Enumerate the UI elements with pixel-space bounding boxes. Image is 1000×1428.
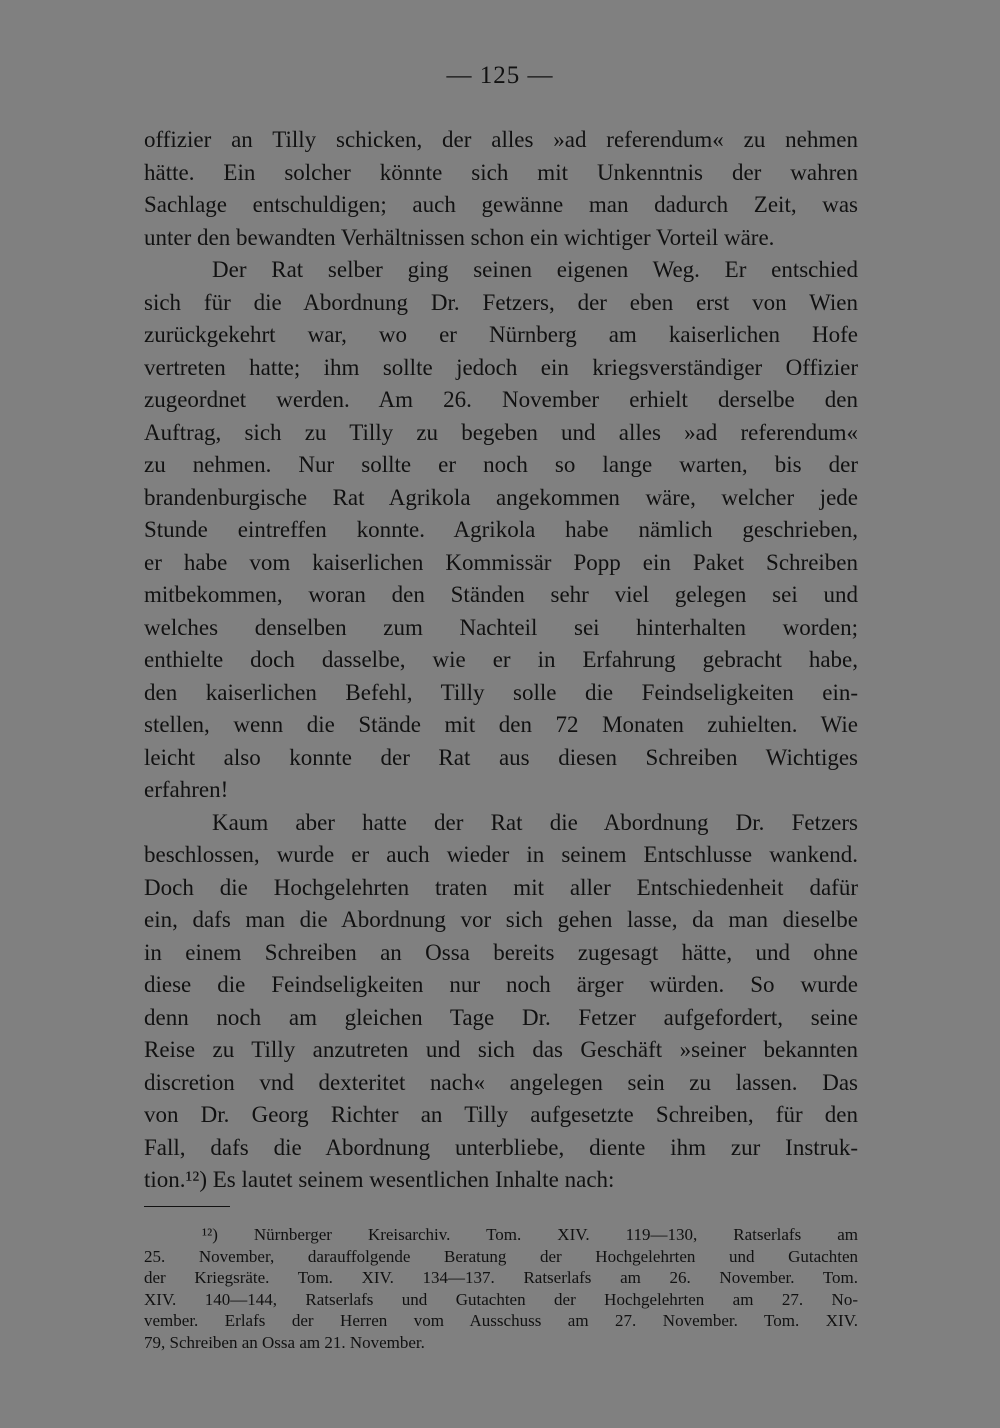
text-line: er habe vom kaiserlichen Kommissär Popp ein Paket Schreiben <box>144 549 858 575</box>
page-number: — 125 — <box>446 62 554 89</box>
text-line: sich für die Abordnung Dr. Fetzers, der eben erst von Wien <box>144 289 858 315</box>
text-line: den kaiserlichen Befehl, Tilly solle die Feindseligkeiten ein- <box>144 679 858 705</box>
text-line: erfahren! <box>144 777 229 802</box>
text-line: Auftrag, sich zu Tilly zu begeben und alles »ad referendum« <box>144 419 858 445</box>
body-text <box>144 124 858 1197</box>
text-line: Kaum aber hatte der Rat die Abordnung Dr. Fetzers <box>212 809 858 835</box>
text-line: diese die Feindseligkeiten nur noch ärger würden. So wurde <box>144 972 858 997</box>
text-line: Doch die Hochgelehrten traten mit aller Entschiedenheit dafür <box>144 874 858 900</box>
text-line: leicht also konnte der Rat aus diesen Schreiben Wichtiges <box>144 744 858 770</box>
text-line: mitbekommen, woran den Ständen sehr viel gelegen sei und <box>144 582 858 607</box>
text-line: vertreten hatte; ihm sollte jedoch ein kriegsverständiger Offizier <box>144 354 858 380</box>
text-line: von Dr. Georg Richter an Tilly aufgesetzte Schreiben, für den <box>144 1102 858 1127</box>
text-line: enthielte doch dasselbe, wie er in Erfahrung gebracht habe, <box>144 647 858 672</box>
footnote-line: 79, Schreiben an Ossa am 21. November. <box>144 1332 425 1352</box>
text-line: Stunde eintreffen konnte. Agrikola habe nämlich geschrieben, <box>144 517 858 542</box>
text-line: Der Rat selber ging seinen eigenen Weg. Er entschied <box>212 257 858 282</box>
text-line: zurückgekehrt war, wo er Nürnberg am kaiserlichen Hofe <box>144 322 858 347</box>
text-line: brandenburgische Rat Agrikola angekommen wäre, welcher jede <box>144 484 858 510</box>
text-line: Fall, dafs die Abordnung unterbliebe, diente ihm zur Instruk- <box>144 1134 858 1160</box>
text-line: zu nehmen. Nur sollte er noch so lange warten, bis der <box>144 452 858 477</box>
text-line: discretion vnd dexteritet nach« angelegen sein zu lassen. Das <box>144 1069 858 1095</box>
text-line: Sachlage entschuldigen; auch gewänne man dadurch Zeit, was <box>144 192 858 217</box>
footnote-line: ¹²) Nürnberger Kreisarchiv. Tom. XIV. 119—130, Ratserlafs am <box>202 1225 858 1244</box>
text-line: zugeordnet werden. Am 26. November erhielt derselbe den <box>144 387 858 412</box>
footnote-separator <box>144 1206 230 1207</box>
text-line: unter den bewandten Verhältnissen schon ein wichtiger Vorteil wäre. <box>144 224 775 250</box>
text-line: Reise zu Tilly anzutreten und sich das Geschäft »seiner bekannten <box>144 1037 858 1062</box>
text-line: ein, dafs man die Abordnung vor sich gehen lasse, da man dieselbe <box>144 907 858 932</box>
text-line: tion.¹²) Es lautet seinem wesentlichen Inhalte nach: <box>144 1167 615 1192</box>
footnote-line: der Kriegsräte. Tom. XIV. 134—137. Ratserlafs am 26. November. Tom. <box>144 1268 858 1287</box>
footnote-line: 25. November, darauffolgende Beratung der Hochgelehrten und Gutachten <box>144 1246 858 1266</box>
footnote-line: XIV. 140—144, Ratserlafs und Gutachten der Hochgelehrten am 27. No- <box>144 1289 858 1309</box>
text-line: offizier an Tilly schicken, der alles »ad referendum« zu nehmen <box>144 127 858 152</box>
text-line: welches denselben zum Nachteil sei hinterhalten worden; <box>144 614 858 640</box>
text-line: in einem Schreiben an Ossa bereits zugesagt hätte, und ohne <box>144 939 858 965</box>
footnote-line: vember. Erlafs der Herren vom Ausschuss am 27. November. Tom. XIV. <box>144 1311 858 1330</box>
text-line: beschlossen, wurde er auch wieder in seinem Entschlusse wankend. <box>144 842 858 867</box>
footnotes <box>144 1224 858 1353</box>
text-line: hätte. Ein solcher könnte sich mit Unkenntnis der wahren <box>144 159 858 185</box>
text-line: stellen, wenn die Stände mit den 72 Monaten zuhielten. Wie <box>144 712 858 737</box>
text-line: denn noch am gleichen Tage Dr. Fetzer aufgefordert, seine <box>144 1004 858 1030</box>
